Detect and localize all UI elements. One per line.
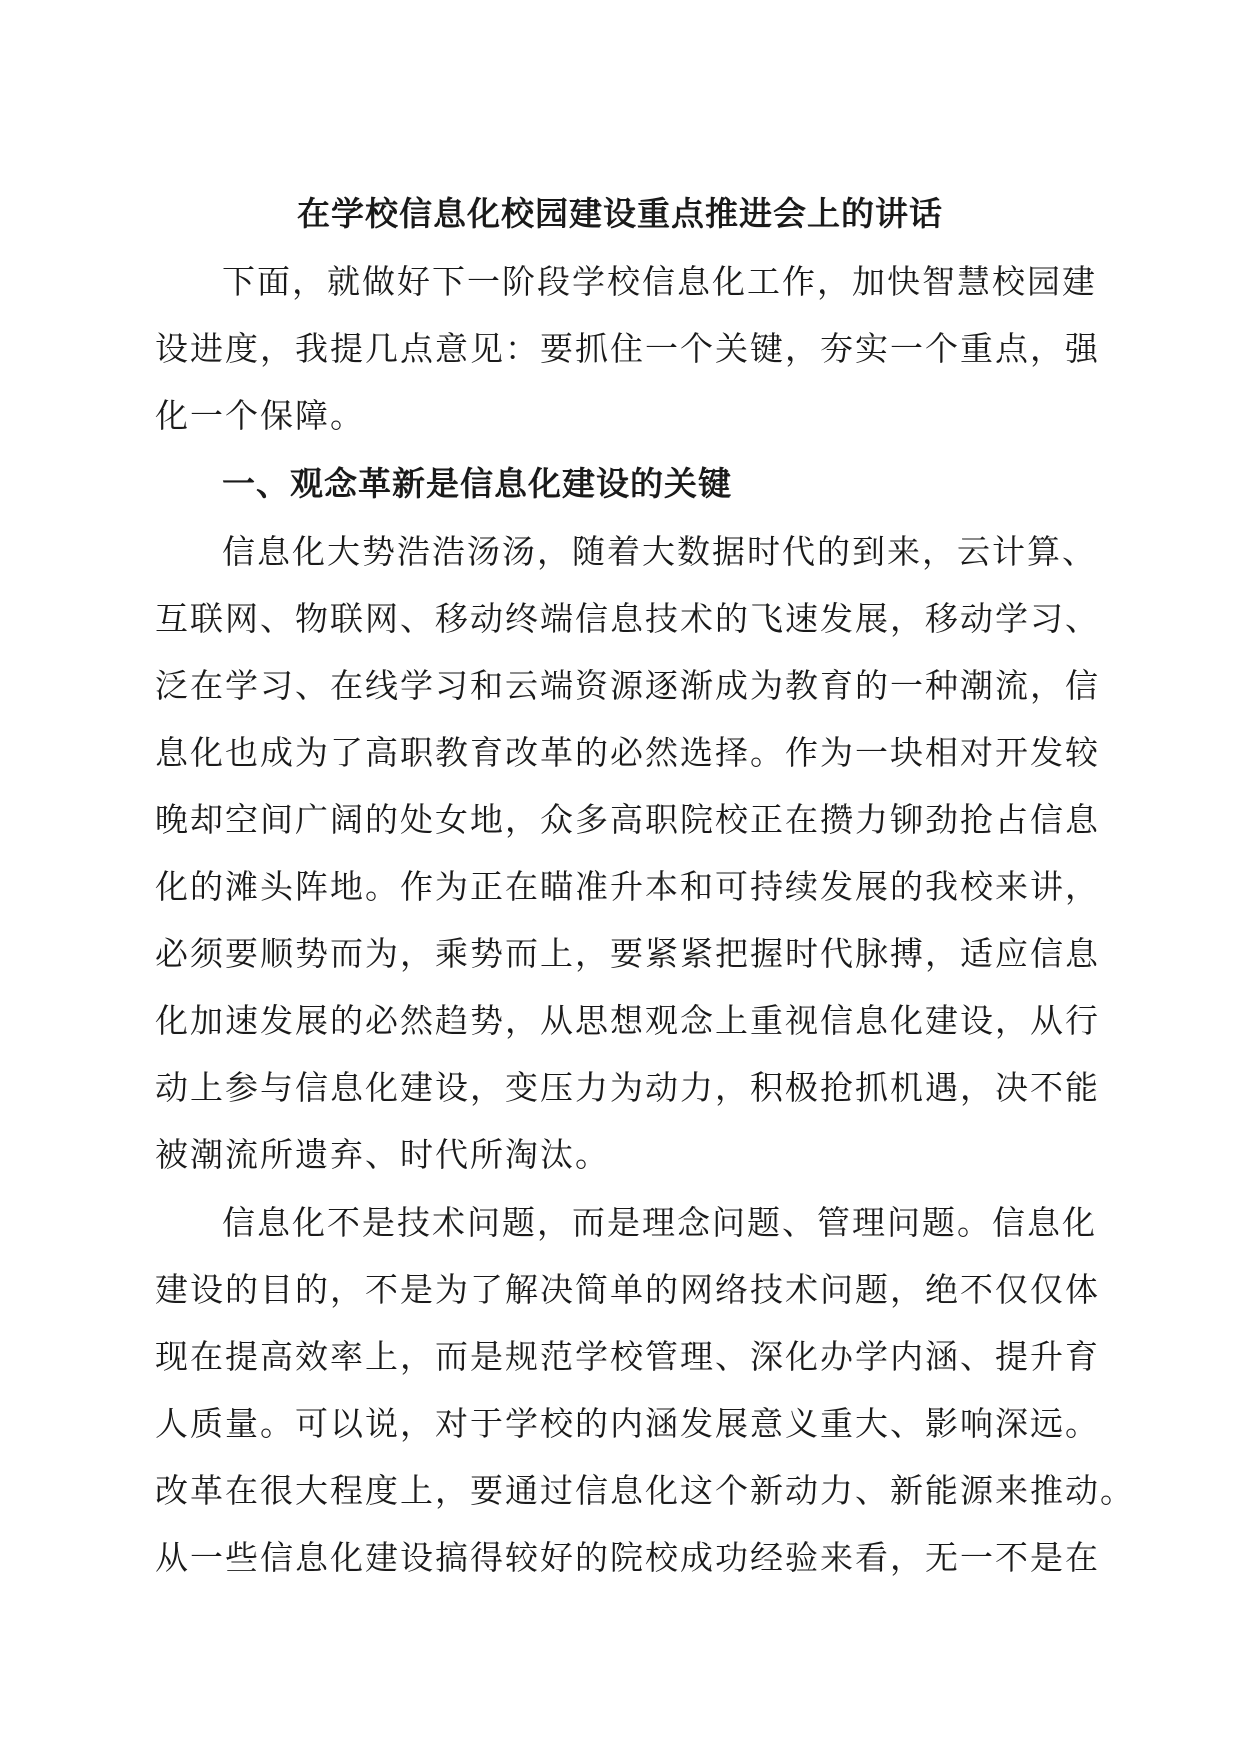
- body-line: 息化也成为了高职教育改革的必然选择。作为一块相对开发较: [155, 733, 1100, 772]
- body-line: 信息化不是技术问题，而是理念问题、管理问题。信息化: [222, 1203, 1097, 1242]
- document-title: 在学校信息化校园建设重点推进会上的讲话: [297, 194, 943, 233]
- body-line: 化一个保障。: [155, 396, 365, 435]
- body-line: 动上参与信息化建设，变压力为动力，积极抢抓机遇，决不能: [155, 1068, 1100, 1107]
- body-line: 现在提高效率上，而是规范学校管理、深化办学内涵、提升育: [155, 1337, 1100, 1376]
- body-line: 晚却空间广阔的处女地，众多高职院校正在攒力铆劲抢占信息: [155, 800, 1100, 839]
- body-line: 泛在学习、在线学习和云端资源逐渐成为教育的一种潮流，信: [155, 666, 1100, 705]
- body-line: 化加速发展的必然趋势，从思想观念上重视信息化建设，从行: [155, 1001, 1100, 1040]
- body-line: 化的滩头阵地。作为正在瞄准升本和可持续发展的我校来讲，: [155, 867, 1100, 906]
- body-line: 信息化大势浩浩汤汤，随着大数据时代的到来，云计算、: [222, 532, 1097, 571]
- body-line: 被潮流所遗弃、时代所淘汰。: [155, 1135, 610, 1174]
- body-line: 互联网、物联网、移动终端信息技术的飞速发展，移动学习、: [155, 599, 1100, 638]
- body-line: 从一些信息化建设搞得较好的院校成功经验来看，无一不是在: [155, 1538, 1100, 1577]
- body-line: 人质量。可以说，对于学校的内涵发展意义重大、影响深远。: [155, 1404, 1100, 1443]
- section-heading: 一、观念革新是信息化建设的关键: [222, 464, 732, 503]
- body-line: 改革在很大程度上，要通过信息化这个新动力、新能源来推动。: [155, 1471, 1135, 1510]
- body-line: 必须要顺势而为，乘势而上，要紧紧把握时代脉搏，适应信息: [155, 934, 1100, 973]
- body-line: 设进度，我提几点意见：要抓住一个关键，夯实一个重点，强: [155, 329, 1100, 368]
- body-line: 下面，就做好下一阶段学校信息化工作，加快智慧校园建: [222, 262, 1097, 301]
- body-line: 建设的目的，不是为了解决简单的网络技术问题，绝不仅仅体: [155, 1270, 1100, 1309]
